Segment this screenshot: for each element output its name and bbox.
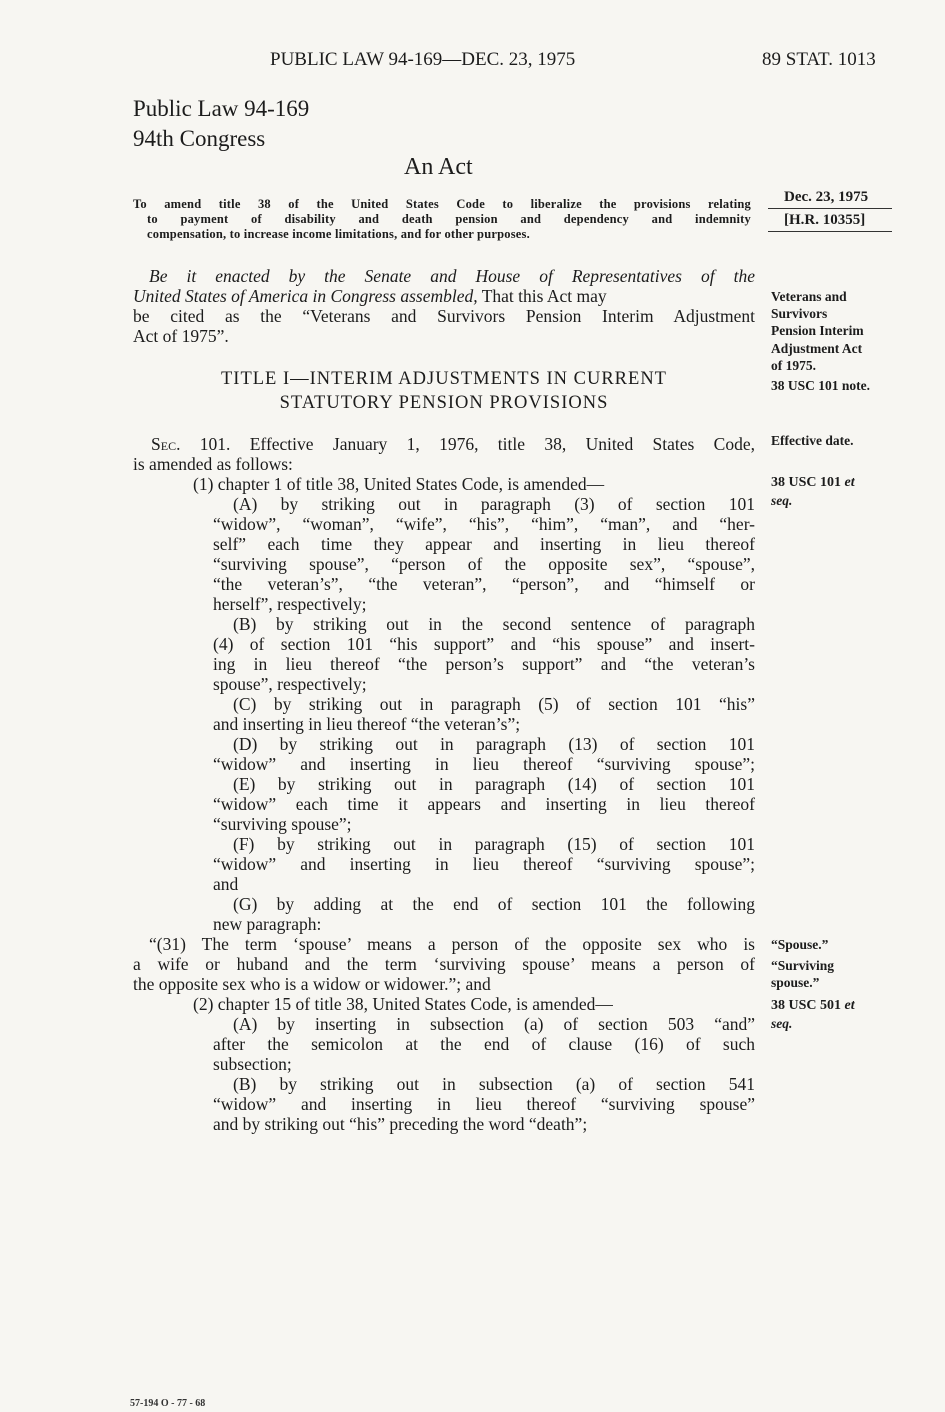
margin-effective-date: Effective date. [771, 433, 854, 448]
long-title-line: to payment of disability and death pension and dependency and indemnity [147, 212, 751, 226]
margin-note: of 1975. [771, 358, 816, 373]
margin-seq: seq. [771, 1016, 793, 1031]
body-line: (E) by striking out in paragraph (14) of section 101 [233, 774, 755, 794]
margin-rule [768, 208, 892, 209]
body-line: “the veteran’s”, “the veteran”, “person”, and “himself or [213, 574, 755, 594]
title-heading: TITLE I—INTERIM ADJUSTMENTS IN CURRENT [220, 369, 667, 389]
body-line: herself”, respectively; [213, 594, 367, 614]
margin-spouse-note: “Spouse.” [771, 937, 829, 952]
enacting-rest: That this Act may [477, 286, 607, 306]
body-line: (D) by striking out in paragraph (13) of section 101 [233, 734, 755, 754]
body-line: (B) by striking out in subsection (a) of section 541 [233, 1074, 755, 1094]
congress: 94th Congress [133, 126, 266, 151]
body-line: “surviving spouse”; [213, 814, 352, 834]
body-line: “widow” and inserting in lieu thereof “surviving spouse”; [213, 854, 755, 874]
body-line: subsection; [213, 1054, 292, 1074]
enacting-phrase: United States of America in Congress assembled, [133, 286, 478, 306]
body-line: (B) by striking out in the second sentence of paragraph [233, 614, 755, 634]
running-head: PUBLIC LAW 94-169—DEC. 23, 1975 [270, 49, 576, 70]
body-line: “widow”, “woman”, “wife”, “his”, “him”, “man”, and “her- [213, 514, 755, 534]
margin-note: Adjustment Act [771, 341, 863, 356]
body-line: a wife or huband and the term ‘surviving spouse’ means a person of [133, 954, 755, 974]
body-line: after the semicolon at the end of clause (16) of such [213, 1034, 755, 1054]
title-heading: STATUTORY PENSION PROVISIONS [279, 393, 609, 413]
margin-note: Pension Interim [771, 323, 864, 338]
enacting-clause-line: Act of 1975”. [133, 326, 229, 346]
margin-seq: seq. [771, 493, 793, 508]
long-title-line: To amend title 38 of the United States Code to liberalize the provisions relating [133, 197, 751, 211]
margin-note: Veterans and [771, 289, 847, 304]
body-line: and inserting in lieu thereof “the veteran’s”; [213, 714, 521, 734]
body-line: and by striking out “his” preceding the word “death”; [213, 1114, 588, 1134]
law-number: Public Law 94-169 [133, 96, 310, 121]
body-line: (A) by striking out in paragraph (3) of section 101 [233, 494, 755, 514]
body-line: (1) chapter 1 of title 38, United States Code, is amended— [193, 474, 605, 494]
body-line: (C) by striking out in paragraph (5) of section 101 “his” [233, 694, 755, 714]
body-line: is amended as follows: [133, 454, 293, 474]
body-line: “surviving spouse”, “person of the opposite sex”, “spouse”, [213, 554, 755, 574]
margin-usc-101: 38 USC 101 et [771, 475, 855, 490]
margin-usc-501: 38 USC 501 et [771, 998, 855, 1013]
body-line: (4) of section 101 “his support” and “his spouse” and insert- [213, 634, 755, 654]
margin-spouse-note: “Surviving [771, 958, 835, 973]
body-line: “widow” each time it appears and inserting in lieu thereof [213, 794, 755, 814]
body-line: “widow” and inserting in lieu thereof “surviving spouse” [213, 1094, 755, 1114]
body-line: spouse”, respectively; [213, 674, 367, 694]
body-line: ing in lieu thereof “the person’s support” and “the veteran’s [213, 654, 755, 674]
margin-rule [768, 231, 892, 232]
body-line: (2) chapter 15 of title 38, United States Code, is amended— [193, 994, 613, 1014]
body-line: (G) by adding at the end of section 101 the following [233, 894, 755, 914]
margin-note: Survivors [771, 306, 828, 321]
margin-note: 38 USC 101 note. [771, 378, 871, 393]
body-line: “(31) The term ‘spouse’ means a person of the opposite sex who is [149, 934, 755, 954]
body-line: “widow” and inserting in lieu thereof “surviving spouse”; [213, 754, 755, 774]
footer-print-code: 57-194 O - 77 - 68 [130, 1398, 206, 1409]
page-stat: 89 STAT. 1013 [762, 49, 876, 70]
enacting-clause-line: be cited as the “Veterans and Survivors Pension Interim Adjustment [133, 306, 755, 326]
act-heading: An Act [404, 154, 473, 180]
long-title-line: compensation, to increase income limitations, and for other purposes. [147, 227, 530, 241]
body-line: the opposite sex who is a widow or widower.”; and [133, 974, 491, 994]
margin-date: Dec. 23, 1975 [784, 189, 869, 205]
enacting-clause-line: Be it enacted by the Senate and House of Representatives of the [149, 266, 755, 286]
enacting-clause-line [133, 286, 755, 306]
margin-bill: [H.R. 10355] [784, 212, 866, 228]
section-label: Sec. [151, 434, 181, 454]
body-line: self” each time they appear and inserting in lieu thereof [213, 534, 755, 554]
body-line: new paragraph: [213, 914, 322, 934]
body-line: Sec. 101. Effective January 1, 1976, title 38, United States Code, [151, 434, 755, 454]
margin-spouse-note: spouse.” [771, 975, 820, 990]
body-line: and [213, 874, 239, 894]
body-line: (A) by inserting in subsection (a) of section 503 “and” [233, 1014, 755, 1034]
body-line: (F) by striking out in paragraph (15) of section 101 [233, 834, 755, 854]
